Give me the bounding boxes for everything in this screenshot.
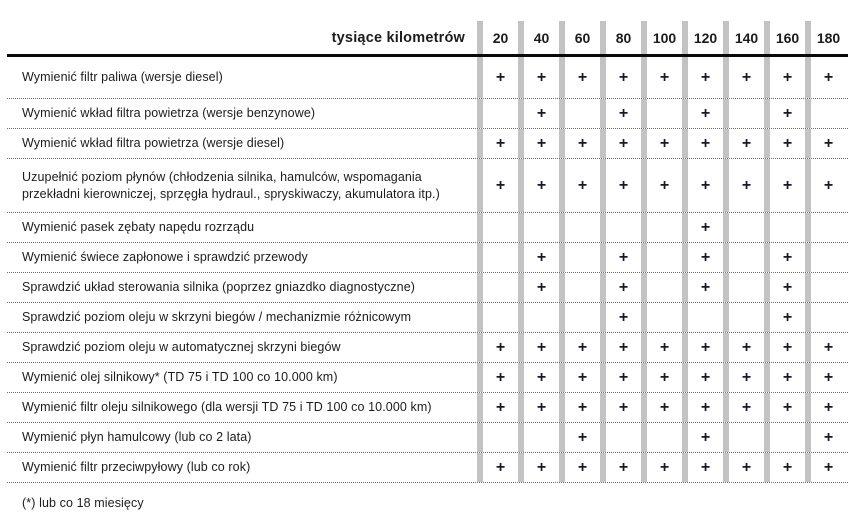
interval-mark-cell	[477, 303, 518, 332]
column-header-cell: 60	[559, 21, 600, 54]
interval-mark-cell: +	[600, 363, 641, 392]
interval-mark-cell: +	[805, 57, 846, 98]
interval-mark-cell	[477, 213, 518, 242]
table-row	[7, 423, 848, 453]
table-row	[7, 213, 848, 243]
interval-mark-cell: +	[518, 99, 559, 128]
interval-mark-cell	[559, 243, 600, 272]
interval-mark-cell: +	[600, 333, 641, 362]
interval-mark-cell: +	[682, 363, 723, 392]
column-header-cell: 160	[764, 21, 805, 54]
interval-mark-cell: +	[764, 453, 805, 482]
interval-mark-cell: +	[682, 423, 723, 452]
task-label: Wymienić filtr paliwa (wersje diesel)	[22, 70, 223, 85]
table-body	[7, 57, 848, 483]
interval-mark-cell: +	[559, 363, 600, 392]
task-label: Sprawdzić poziom oleju w skrzyni biegów / mechanizmie różnicowym	[22, 310, 412, 325]
column-header-cell: 180	[805, 21, 846, 54]
interval-mark-cell	[641, 303, 682, 332]
interval-mark-cell	[805, 213, 846, 242]
interval-mark-cell	[682, 303, 723, 332]
interval-mark-cell: +	[805, 423, 846, 452]
interval-mark-cell: +	[682, 99, 723, 128]
interval-mark-cell: +	[518, 57, 559, 98]
interval-mark-cell	[477, 423, 518, 452]
task-label: Uzupełnić poziom płynów (chłodzenia silnika, hamulców, wspomagania przekładni kierowniczej, sprzęgła hydraul., spryskiwaczy, akumulatora itp.)	[22, 169, 440, 201]
interval-mark-cell: +	[518, 453, 559, 482]
interval-mark-cell: +	[559, 159, 600, 212]
task-label: Wymienić filtr oleju silnikowego (dla wersji TD 75 i TD 100 co 10.000 km)	[22, 400, 432, 415]
interval-mark-cell	[559, 213, 600, 242]
interval-mark-cell	[477, 273, 518, 302]
interval-mark-cell: +	[764, 57, 805, 98]
interval-mark-cell: +	[682, 453, 723, 482]
interval-mark-cell: +	[641, 333, 682, 362]
table-header-row	[7, 21, 848, 57]
interval-mark-cell: +	[600, 453, 641, 482]
interval-mark-cell: +	[641, 129, 682, 158]
units-header-label: tysiące kilometrów	[331, 29, 465, 46]
interval-mark-cell: +	[723, 453, 764, 482]
table-row	[7, 57, 848, 99]
table-row	[7, 333, 848, 363]
interval-mark-cell: +	[764, 393, 805, 422]
interval-mark-cell: +	[641, 393, 682, 422]
interval-mark-cell: +	[518, 243, 559, 272]
interval-mark-cell	[518, 213, 559, 242]
column-header-cell: 40	[518, 21, 559, 54]
interval-mark-cell: +	[805, 129, 846, 158]
task-label: Sprawdzić układ sterowania silnika (poprzez gniazdko diagnostyczne)	[22, 280, 416, 295]
interval-mark-cell: +	[723, 129, 764, 158]
interval-mark-cell: +	[764, 363, 805, 392]
interval-mark-cell: +	[559, 129, 600, 158]
interval-mark-cell	[641, 273, 682, 302]
footnote: (*) lub co 18 miesięcy	[22, 496, 144, 510]
task-label: Wymienić wkład filtra powietrza (wersje diesel)	[22, 136, 285, 151]
maintenance-schedule-table	[7, 21, 848, 483]
interval-mark-cell	[723, 423, 764, 452]
interval-mark-cell: +	[723, 363, 764, 392]
interval-mark-cell: +	[723, 159, 764, 212]
interval-mark-cell: +	[682, 243, 723, 272]
interval-mark-cell: +	[518, 129, 559, 158]
interval-mark-cell: +	[477, 363, 518, 392]
interval-mark-cell: +	[559, 333, 600, 362]
table-row	[7, 393, 848, 423]
column-header-cell: 120	[682, 21, 723, 54]
column-header-cell: 80	[600, 21, 641, 54]
task-label: Wymienić filtr przeciwpyłowy (lub co rok)	[22, 460, 251, 475]
interval-mark-cell	[723, 273, 764, 302]
interval-mark-cell: +	[477, 333, 518, 362]
interval-mark-cell	[805, 303, 846, 332]
interval-mark-cell: +	[559, 57, 600, 98]
interval-mark-cell: +	[682, 57, 723, 98]
interval-mark-cell	[764, 423, 805, 452]
table-row	[7, 453, 848, 483]
task-label: Wymienić płyn hamulcowy (lub co 2 lata)	[22, 430, 252, 445]
interval-mark-cell: +	[805, 333, 846, 362]
interval-mark-cell: +	[682, 393, 723, 422]
interval-mark-cell: +	[723, 57, 764, 98]
interval-mark-cell: +	[477, 129, 518, 158]
task-label: Wymienić pasek zębaty napędu rozrządu	[22, 220, 255, 235]
interval-mark-cell: +	[477, 57, 518, 98]
interval-mark-cell: +	[518, 363, 559, 392]
interval-mark-cell: +	[682, 333, 723, 362]
interval-mark-cell: +	[600, 273, 641, 302]
column-header-cell: 100	[641, 21, 682, 54]
interval-mark-cell	[518, 423, 559, 452]
interval-mark-cell: +	[723, 393, 764, 422]
interval-mark-cell: +	[600, 57, 641, 98]
interval-mark-cell	[559, 303, 600, 332]
interval-mark-cell	[805, 273, 846, 302]
interval-mark-cell	[723, 303, 764, 332]
interval-mark-cell: +	[682, 273, 723, 302]
interval-mark-cell: +	[518, 159, 559, 212]
interval-mark-cell	[723, 99, 764, 128]
interval-mark-cell: +	[518, 393, 559, 422]
task-label: Wymienić świece zapłonowe i sprawdzić przewody	[22, 250, 308, 265]
interval-mark-cell: +	[641, 453, 682, 482]
interval-mark-cell: +	[518, 273, 559, 302]
interval-mark-cell: +	[559, 453, 600, 482]
interval-mark-cell: +	[641, 363, 682, 392]
table-row	[7, 273, 848, 303]
interval-mark-cell	[723, 243, 764, 272]
column-header-cell: 20	[477, 21, 518, 54]
interval-mark-cell: +	[805, 393, 846, 422]
column-header-cell: 140	[723, 21, 764, 54]
interval-mark-cell: +	[764, 159, 805, 212]
interval-mark-cell: +	[805, 363, 846, 392]
interval-mark-cell	[723, 213, 764, 242]
interval-mark-cell	[477, 99, 518, 128]
interval-mark-cell	[559, 99, 600, 128]
interval-mark-cell: +	[764, 129, 805, 158]
interval-mark-cell	[559, 273, 600, 302]
interval-mark-cell: +	[641, 159, 682, 212]
table-row	[7, 129, 848, 159]
interval-mark-cell: +	[764, 273, 805, 302]
interval-mark-cell: +	[600, 393, 641, 422]
interval-mark-cell: +	[518, 333, 559, 362]
interval-mark-cell: +	[559, 393, 600, 422]
task-label: Wymienić wkład filtra powietrza (wersje benzynowe)	[22, 106, 316, 121]
interval-mark-cell: +	[600, 159, 641, 212]
interval-mark-cell: +	[600, 129, 641, 158]
interval-mark-cell: +	[477, 159, 518, 212]
interval-mark-cell	[641, 423, 682, 452]
interval-mark-cell: +	[477, 453, 518, 482]
interval-mark-cell: +	[682, 213, 723, 242]
interval-mark-cell	[764, 213, 805, 242]
interval-mark-cell: +	[600, 303, 641, 332]
table-row	[7, 99, 848, 129]
task-label: Wymienić olej silnikowy* (TD 75 i TD 100 co 10.000 km)	[22, 370, 338, 385]
interval-mark-cell	[641, 243, 682, 272]
interval-mark-cell	[477, 243, 518, 272]
interval-mark-cell	[600, 213, 641, 242]
table-row	[7, 303, 848, 333]
interval-mark-cell	[805, 243, 846, 272]
interval-mark-cell	[600, 423, 641, 452]
task-label: Sprawdzić poziom oleju w automatycznej skrzyni biegów	[22, 340, 341, 355]
interval-mark-cell	[641, 213, 682, 242]
interval-mark-cell: +	[764, 99, 805, 128]
interval-mark-cell: +	[641, 57, 682, 98]
interval-mark-cell: +	[723, 333, 764, 362]
interval-mark-cell	[641, 99, 682, 128]
interval-mark-cell: +	[682, 129, 723, 158]
interval-mark-cell: +	[805, 453, 846, 482]
table-row	[7, 363, 848, 393]
interval-mark-cell: +	[600, 99, 641, 128]
interval-mark-cell: +	[764, 333, 805, 362]
interval-mark-cell: +	[764, 303, 805, 332]
table-row	[7, 243, 848, 273]
interval-mark-cell: +	[805, 159, 846, 212]
interval-mark-cell: +	[600, 243, 641, 272]
interval-mark-cell: +	[559, 423, 600, 452]
interval-mark-cell: +	[764, 243, 805, 272]
interval-mark-cell: +	[477, 393, 518, 422]
table-row	[7, 159, 848, 213]
interval-mark-cell	[518, 303, 559, 332]
interval-mark-cell	[805, 99, 846, 128]
interval-mark-cell: +	[682, 159, 723, 212]
